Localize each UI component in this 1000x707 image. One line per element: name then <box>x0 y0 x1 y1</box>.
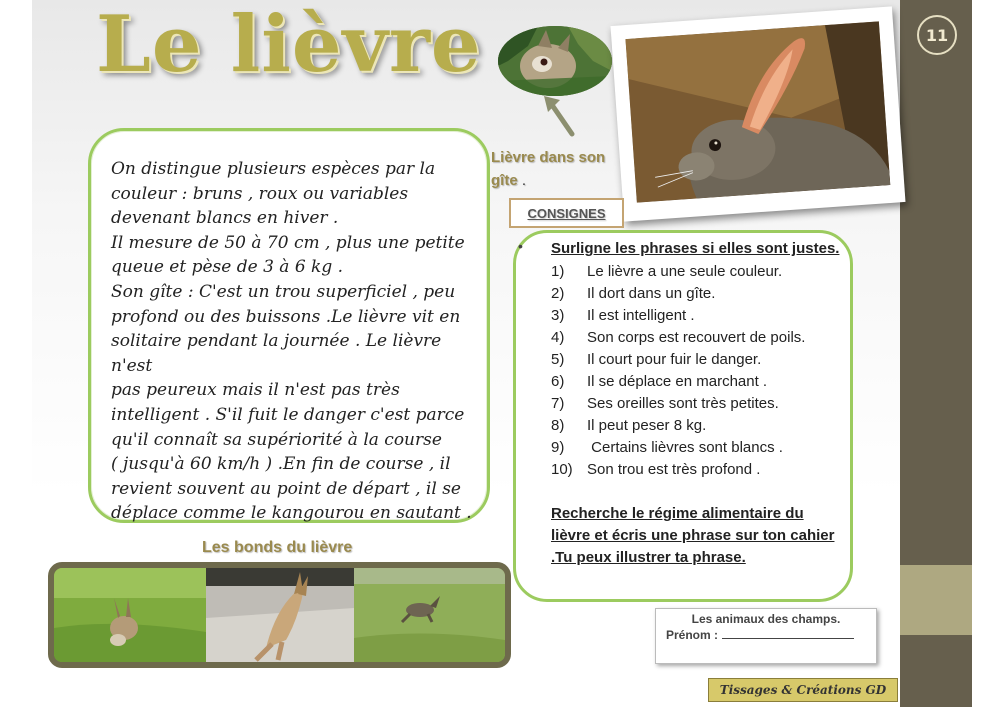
statement-number: 10) <box>551 461 573 478</box>
description-text: On distingue plusieurs espèces par la couleur : bruns , roux ou variables devenant blancs en hiver . Il mesure de 50 à 70 cm , plus une petite queue et pèse de 3 à 6 kg . Son gîte : C'est un trou superficiel , peu profond ou des buissons .Le lièvre vit en solitaire pendant la journée . Le lièvre n'est pas peureux mais il n'est pas très intelligent . S'il fuit le danger c'est parce qu'il connaît sa supériorité à la course ( jusqu'à 60 km/h ) .En fin de course , il revient souvent au point de départ , il se déplace comme le kangourou en sautant . <box>111 159 472 524</box>
name-tag-title: Les animaux des champs. <box>691 612 841 626</box>
statement-number: 5) <box>551 351 565 368</box>
statement-text: Il court pour fuir le danger. <box>587 351 762 368</box>
bullet-icon: • <box>518 238 523 254</box>
hare-jump-photo-1 <box>54 568 206 662</box>
hare-jump-photo-3 <box>354 568 505 662</box>
hare-jumps-photo-strip <box>48 562 511 668</box>
statement-number: 3) <box>551 307 565 324</box>
name-tag <box>655 608 877 664</box>
statement-text: Il est intelligent . <box>587 307 695 324</box>
statement-text: Son trou est très profond . <box>587 461 761 478</box>
name-tag-prenom <box>666 628 866 642</box>
bonds-title: Les bonds du lièvre <box>202 539 353 556</box>
statement-item <box>551 349 840 371</box>
page-title: Le lièvre <box>96 0 482 90</box>
prenom-input-line[interactable] <box>722 638 854 639</box>
statement-item <box>551 283 840 305</box>
statement-text: Il dort dans un gîte. <box>587 285 716 302</box>
statement-item <box>551 393 840 415</box>
statement-text: Certains lièvres sont blancs . <box>587 439 783 456</box>
statement-number: 6) <box>551 373 565 390</box>
statement-text: Ses oreilles sont très petites. <box>587 395 779 412</box>
right-sidebar <box>900 0 972 707</box>
statement-text: Il se déplace en marchant . <box>587 373 768 390</box>
gite-caption <box>491 146 631 192</box>
arrow-up-icon <box>540 92 580 138</box>
gite-caption-period: . <box>521 172 527 189</box>
statement-item <box>551 261 840 283</box>
statement-item <box>551 327 840 349</box>
statement-number: 2) <box>551 285 565 302</box>
statement-item <box>551 371 840 393</box>
page-number: 11 <box>917 15 957 55</box>
statement-number: 7) <box>551 395 565 412</box>
statement-number: 8) <box>551 417 565 434</box>
gite-caption-text: Lièvre dans son gîte <box>491 149 606 189</box>
statement-item <box>551 459 840 481</box>
statement-number: 9) <box>551 439 565 456</box>
description-box <box>88 128 490 523</box>
statement-text: Il peut peser 8 kg. <box>587 417 707 434</box>
hare-photo <box>625 21 890 202</box>
sidebar-band <box>900 565 972 635</box>
prenom-label: Prénom : <box>666 628 719 642</box>
statement-item <box>551 305 840 327</box>
statement-number: 1) <box>551 263 565 280</box>
hare-photo-frame <box>611 6 906 221</box>
consignes-label: CONSIGNES <box>509 198 624 228</box>
statement-text: Son corps est recouvert de poils. <box>587 329 806 346</box>
statement-number: 4) <box>551 329 565 346</box>
hare-in-gite-photo <box>498 26 612 96</box>
research-instruction: Recherche le régime alimentaire du lièvre et écris une phrase sur ton cahier .Tu peux illustrer ta phrase. <box>551 505 835 566</box>
consignes-instruction: Surligne les phrases si elles sont justes. <box>551 240 840 257</box>
statement-item <box>551 437 840 459</box>
credit-label: Tissages & Créations GD <box>708 678 898 702</box>
consignes-box <box>513 230 853 602</box>
statement-item <box>551 415 840 437</box>
statement-list <box>551 261 840 481</box>
hare-jump-photo-2 <box>206 568 354 662</box>
statement-text: Le lièvre a une seule couleur. <box>587 263 783 280</box>
